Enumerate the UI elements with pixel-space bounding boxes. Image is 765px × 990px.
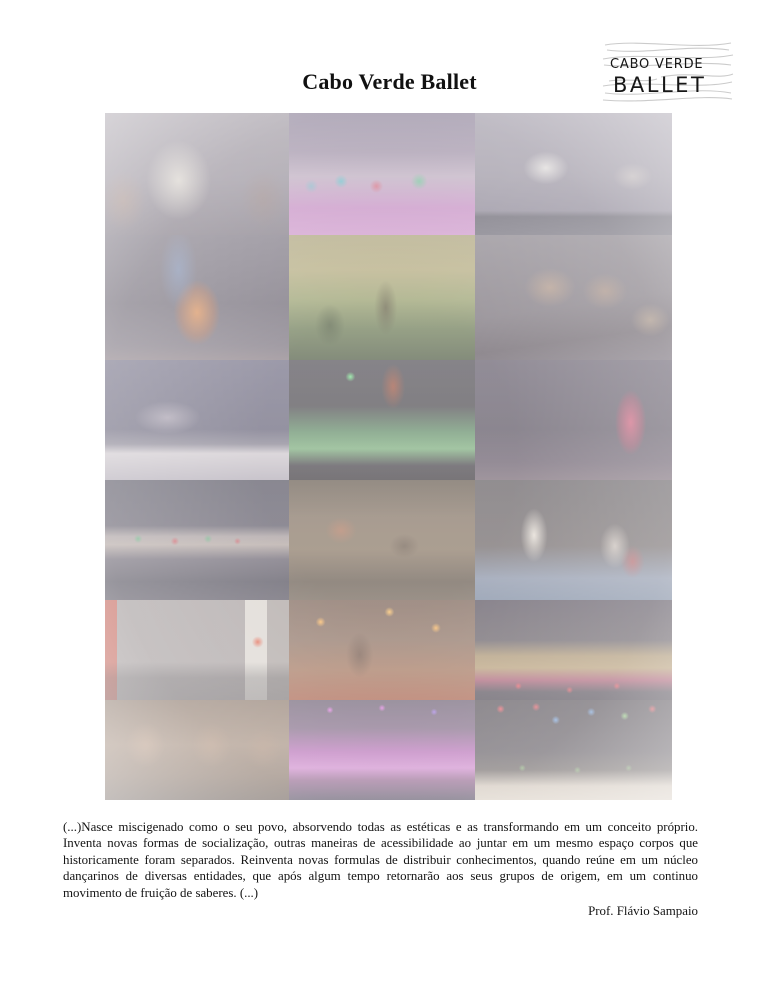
logo-text-ballet: BALLET — [613, 73, 707, 97]
photo-collage — [105, 113, 672, 800]
logo-graphic — [599, 37, 737, 107]
photo-yellow-stage-dancer — [289, 235, 475, 360]
logo-text-cabo-verde: CABO VERDE — [610, 57, 704, 72]
photo-two-singers — [475, 480, 672, 600]
page-title: Cabo Verde Ballet — [302, 69, 477, 94]
quote-paragraph: (...)Nasce miscigenado como o seu povo, absorvendo todas as estéticas e as transformando em um conceito próprio. Inventa novas formas de socialização, outras maneiras de acessibilidade ao juntar em um mesmo espaço corpos que historicamente foram separados. Reinventa novas formulas de distribuir conhecimentos, quando reúne em um núcleo dançarinos de diversas entidades, que após algum tempo retornarão aos seus grupos de origem, em um continuo movimento de fruição de saberes. (...) — [63, 820, 698, 900]
photo-jumpers-drummer — [475, 235, 672, 360]
photo-contemporary-trio — [105, 360, 289, 480]
cabo-verde-ballet-logo — [599, 37, 737, 107]
photo-men-handshake — [105, 113, 289, 235]
quote-block — [63, 819, 698, 919]
photo-leaping-duo — [475, 113, 672, 235]
photo-fire-dancer — [105, 235, 289, 360]
author-signature: Prof. Flávio Sampaio — [588, 904, 698, 919]
photo-torch-dancers — [289, 600, 475, 700]
photo-curtain-call — [105, 480, 289, 600]
photo-audience — [289, 480, 475, 600]
photo-spotlight-dancers — [475, 700, 672, 800]
photo-red-robe-performer — [475, 360, 672, 480]
photo-child-ballerinas — [289, 113, 475, 235]
photo-legs-raised — [475, 600, 672, 700]
photo-group-red-banners — [105, 600, 289, 700]
photo-earth-tone-line — [105, 700, 289, 800]
photo-magenta-acrobats — [289, 700, 475, 800]
photo-green-stage-leap — [289, 360, 475, 480]
